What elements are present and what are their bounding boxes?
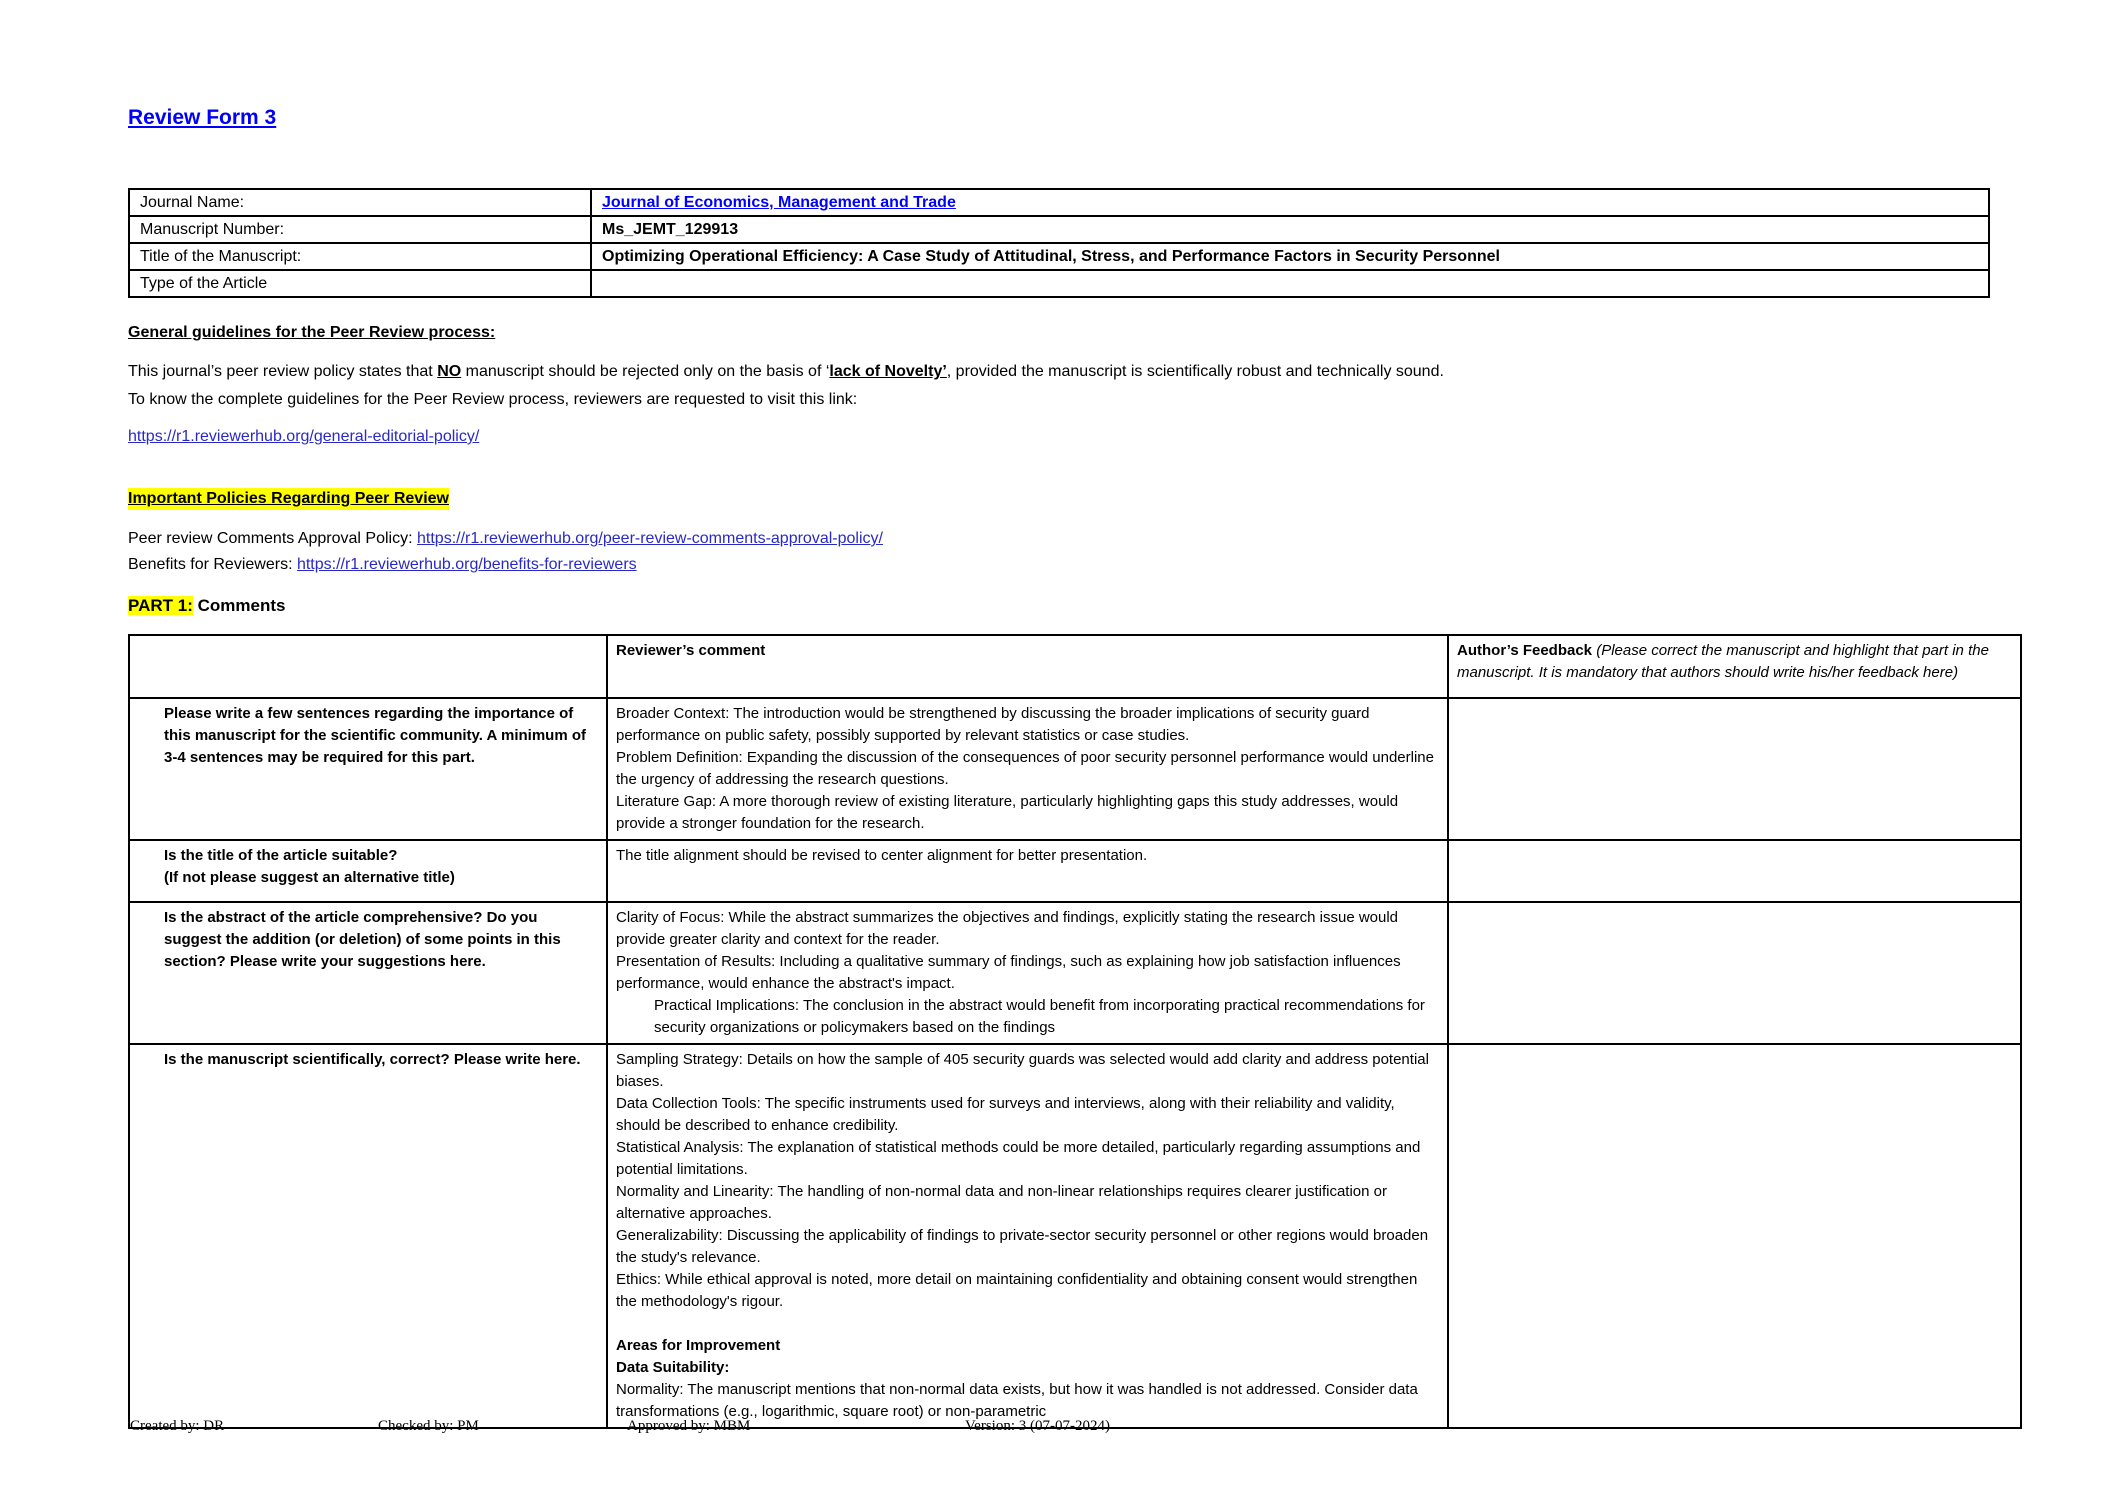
part1-label: Comments [197, 596, 286, 615]
lack-of-novelty-emphasis: lack of Novelty’ [829, 363, 947, 380]
comment-paragraph: Clarity of Focus: While the abstract summarizes the objectives and findings, explicitly stating the research issue would provide greater clarity and context for the reader. [616, 909, 1399, 948]
guidelines-heading: General guidelines for the Peer Review process: [128, 324, 496, 341]
table-row [129, 902, 2021, 1044]
question-abstract: Is the abstract of the article comprehensive? Do you suggest the addition (or deletion) of some points in this section? Please write your suggestions here. [129, 902, 607, 1044]
manuscript-info-table [128, 188, 1990, 298]
feedback-cell[interactable] [1448, 840, 2021, 902]
question-scientific: Is the manuscript scientifically, correct? Please write here. [129, 1044, 607, 1428]
comment-paragraph: Sampling Strategy: Details on how the sample of 405 security guards was selected would add clarity and address potential biases. [616, 1051, 1429, 1090]
comment-paragraph: Practical Implications: The conclusion in the abstract would benefit from incorporating practical recommendations for security organizations or policymakers based on the findings [654, 997, 1425, 1036]
manuscript-title-value: Optimizing Operational Efficiency: A Case Study of Attitudinal, Stress, and Performance Factors in Security Personnel [591, 243, 1989, 270]
benefits-label: Benefits for Reviewers: [128, 556, 297, 573]
comment-paragraph: Problem Definition: Expanding the discussion of the consequences of poor security personnel performance would underline the urgency of addressing the research questions. [616, 749, 1434, 788]
footer-created-by: Created by: DR [130, 1418, 225, 1434]
comment-paragraph [616, 1313, 1437, 1335]
review-comments-table [128, 634, 2022, 1429]
manuscript-number-value: Ms_JEMT_129913 [591, 216, 1989, 243]
comment-paragraph: Statistical Analysis: The explanation of statistical methods could be more detailed, particularly regarding assumptions and potential limitations. [616, 1139, 1421, 1178]
comment-paragraph: Normality and Linearity: The handling of non-normal data and non-linear relationships requires clearer justification or alternative approaches. [616, 1183, 1387, 1222]
footer-version: Version: 3 (07-07-2024) [965, 1418, 1110, 1434]
author-feedback-note: (Please correct the manuscript and highlight that part in the manuscript. It is mandatory that authors should write his/her feedback here) [1457, 642, 1989, 681]
question-line: Is the title of the article suitable? (If not please suggest an alternative title) [164, 847, 455, 886]
guidelines-text: This journal’s peer review policy states that [128, 363, 438, 380]
author-feedback-title: Author’s Feedback [1457, 642, 1593, 659]
comment-title-suitable [607, 840, 1448, 902]
comment-paragraph: Generalizability: Discussing the applicability of findings to private-sector security personnel or other regions would broaden the study's relevance. [616, 1227, 1429, 1266]
comment-paragraph: Areas for Improvement [616, 1337, 781, 1354]
no-emphasis: NO [437, 363, 462, 380]
footer-checked-by: Checked by: PM [378, 1418, 479, 1434]
question-importance: Please write a few sentences regarding the importance of this manuscript for the scientific community. A minimum of 3-4 sentences may be required for this part. [129, 698, 607, 840]
benefits-link[interactable]: https://r1.reviewerhub.org/benefits-for-reviewers [296, 556, 637, 573]
header-empty-cell [129, 635, 607, 698]
table-row [129, 189, 1989, 216]
table-row [129, 1044, 2021, 1428]
comment-scientific [607, 1044, 1448, 1428]
journal-name-label: Journal Name: [129, 189, 591, 216]
guidelines-text: , provided the manuscript is scientifically robust and technically sound. [946, 363, 1444, 380]
reviewer-comment-header: Reviewer’s comment [607, 635, 1448, 698]
editorial-policy-line [128, 426, 2017, 448]
question-title-suitable [129, 840, 607, 902]
manuscript-number-label: Manuscript Number: [129, 216, 591, 243]
approval-policy-link[interactable]: https://r1.reviewerhub.org/peer-review-comments-approval-policy/ [417, 530, 883, 547]
comment-paragraph: Ethics: While ethical approval is noted, more detail on maintaining confidentiality and obtaining consent would strengthen the methodology's rigour. [616, 1271, 1418, 1310]
page-title: Review Form 3 [128, 106, 277, 129]
comment-paragraph: The title alignment should be revised to center alignment for better presentation. [616, 847, 1148, 864]
footer-approved-by: Approved by: MBM [627, 1418, 751, 1434]
guidelines-text: manuscript should be rejected only on the basis of ‘ [461, 363, 830, 380]
table-row [129, 243, 1989, 270]
editorial-policy-link[interactable]: https://r1.reviewerhub.org/general-editorial-policy/ [128, 428, 480, 445]
table-row [129, 698, 2021, 840]
comment-abstract [607, 902, 1448, 1044]
author-feedback-header [1448, 635, 2021, 698]
guidelines-line2: To know the complete guidelines for the Peer Review process, reviewers are requested to visit this link: [128, 391, 858, 408]
approval-policy-line [128, 526, 2017, 552]
comment-paragraph: Broader Context: The introduction would be strengthened by discussing the broader implications of security guard performance on public safety, possibly supported by relevant statistics or case studies. [616, 705, 1370, 744]
comment-paragraph: Normality: The manuscript mentions that non-normal data exists, but how it was handled is not addressed. Consider data transformations (e.g., logarithmic, square root) or non-parametric [616, 1381, 1418, 1420]
part1-badge: PART 1: [128, 596, 193, 615]
table-row [129, 270, 1989, 297]
comment-paragraph: Presentation of Results: Including a qualitative summary of findings, such as explaining how job satisfaction influences performance, would enhance the abstract's impact. [616, 953, 1401, 992]
journal-name-link[interactable]: Journal of Economics, Management and Trade [602, 194, 956, 211]
benefits-line [128, 552, 2017, 578]
important-policies-heading: Important Policies Regarding Peer Review [128, 488, 449, 510]
feedback-cell[interactable] [1448, 902, 2021, 1044]
feedback-cell[interactable] [1448, 1044, 2021, 1428]
table-header-row [129, 635, 2021, 698]
table-row [129, 840, 2021, 902]
article-type-label: Type of the Article [129, 270, 591, 297]
comment-paragraph: Literature Gap: A more thorough review of existing literature, particularly highlighting gaps this study addresses, would provide a stronger foundation for the research. [616, 793, 1399, 832]
feedback-cell[interactable] [1448, 698, 2021, 840]
guidelines-paragraph [128, 358, 2028, 414]
part1-heading [128, 594, 2017, 618]
comment-paragraph: Data Suitability: [616, 1359, 730, 1376]
manuscript-title-label: Title of the Manuscript: [129, 243, 591, 270]
approval-policy-label: Peer review Comments Approval Policy: [128, 530, 417, 547]
comment-importance [607, 698, 1448, 840]
article-type-value [591, 270, 1989, 297]
comment-paragraph: Data Collection Tools: The specific instruments used for surveys and interviews, along with their reliability and validity, should be described to enhance credibility. [616, 1095, 1395, 1134]
table-row [129, 216, 1989, 243]
